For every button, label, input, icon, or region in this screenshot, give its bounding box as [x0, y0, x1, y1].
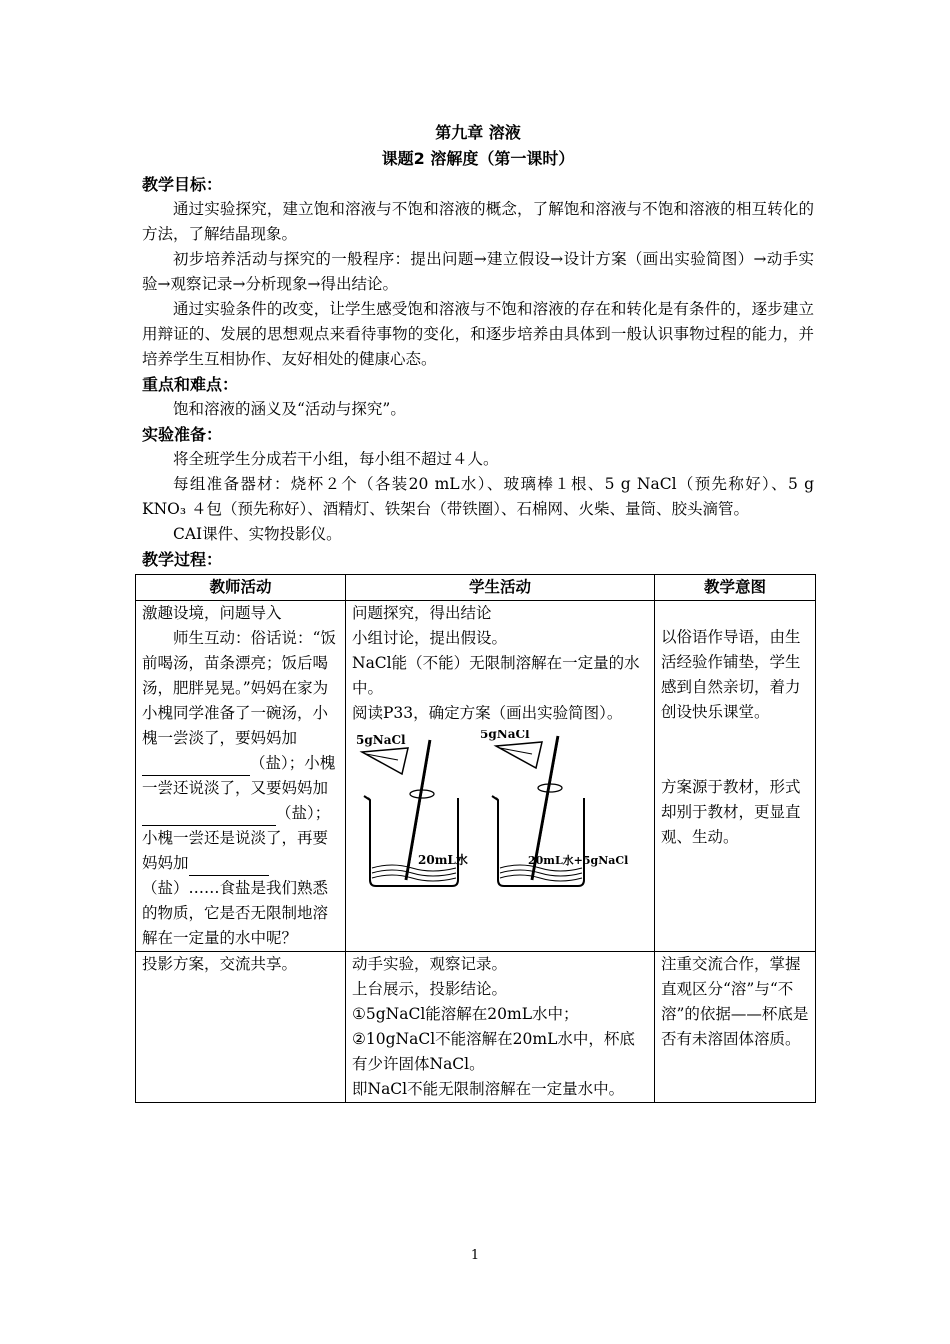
- teacher-text: （盐）；小槐一尝还是说淡了，再要妈妈加: [142, 804, 331, 872]
- spacer: [661, 725, 809, 775]
- teaching-process-table: [135, 574, 816, 1103]
- water-surface-line: [372, 875, 456, 881]
- student-text: 即NaCl不能无限制溶解在一定量水中。: [352, 1080, 625, 1098]
- key-heading: 重点和难点：: [142, 375, 239, 394]
- student-text: 问题探究，得出结论: [352, 604, 492, 622]
- beaker-experiment-diagram: [352, 730, 648, 900]
- teacher-text: 投影方案，交流共享。: [142, 955, 298, 973]
- fill-blank: [212, 807, 276, 826]
- right-bottom-label: 20mL水+5gNaCl: [528, 854, 629, 867]
- intent-text: 以俗语作导语，由生活经验作铺垫，学生感到自然亲切，着力创设快乐课堂。: [661, 628, 801, 721]
- fill-blank: [142, 757, 250, 776]
- paper-funnel-icon: [496, 742, 542, 768]
- intent-cell: [655, 952, 816, 1103]
- right-top-label: 5gNaCl: [480, 730, 530, 741]
- teacher-text: （盐）……食盐是我们熟悉的物质，它是否无限制地溶解在一定量的水中呢？: [142, 879, 329, 947]
- student-text: 动手实验，观察记录。: [352, 955, 508, 973]
- key-paragraph: 饱和溶液的涵义及“活动与探究”。: [173, 400, 406, 418]
- left-bottom-label: 20mL水: [418, 853, 468, 867]
- process-heading: 教学过程：: [142, 550, 223, 569]
- header-student: 学生活动: [346, 575, 655, 601]
- student-cell: [346, 601, 655, 952]
- prep-paragraph: 每组准备器材：烧杯２个（各装20 mL水）、玻璃棒１根、5 g NaCl（预先称好）、5 g KNO₃ ４包（预先称好）、酒精灯、铁架台（带铁圈）、石棉网、火柴、量筒、胶头滴管。: [142, 475, 814, 518]
- intent-text: 方案源于教材，形式却别于教材，更显直观、生动。: [661, 778, 801, 846]
- student-text: 小组讨论，提出假设。: [352, 629, 508, 647]
- prep-paragraph: CAI课件、实物投影仪。: [173, 525, 342, 543]
- intent-text: 注重交流合作，掌握直观区分“溶”与“不溶”的依据——杯底是否有未溶固体溶质。: [661, 955, 809, 1048]
- right-beaker-setup: [480, 730, 628, 886]
- goals-heading: 教学目标：: [142, 175, 223, 194]
- teacher-text: （盐）；小槐一尝还说淡了，又要妈妈加: [142, 754, 336, 797]
- fill-blank: [189, 857, 269, 876]
- page-number: 1: [470, 1248, 480, 1263]
- table-row: [136, 952, 816, 1103]
- lesson-title: 课题2 溶解度（第一课时）: [381, 149, 575, 168]
- header-teacher: 教师活动: [136, 575, 346, 601]
- goal-paragraph: 通过实验探究，建立饱和溶液与不饱和溶液的概念，了解饱和溶液与不饱和溶液的相互转化的方法，了解结晶现象。: [142, 200, 814, 243]
- intent-cell: [655, 601, 816, 952]
- student-text: ②10gNaCl不能溶解在20mL水中，杯底有少许固体NaCl。: [352, 1030, 635, 1073]
- fill-blank: [142, 807, 212, 826]
- paper-funnel-icon: [362, 748, 408, 774]
- teacher-cell: [136, 601, 346, 952]
- teacher-text: 激趣设境，问题导入: [142, 604, 282, 622]
- student-text: NaCl能（不能）无限制溶解在一定量的水中。: [352, 654, 640, 697]
- left-beaker-setup: [356, 733, 468, 886]
- header-intent: 教学意图: [655, 575, 816, 601]
- table-row: [136, 601, 816, 952]
- teacher-text: 师生互动：俗话说：“饭前喝汤，苗条漂亮；饭后喝汤，肥胖晃晃。”妈妈在家为小槐同学准备了一碗汤，小槐一尝淡了，要妈妈加: [142, 629, 336, 747]
- prep-paragraph: 将全班学生分成若干小组，每小组不超过４人。: [173, 450, 499, 468]
- document-page: [142, 120, 814, 1103]
- student-text: ①5gNaCl能溶解在20mL水中；: [352, 1005, 579, 1023]
- left-top-label: 5gNaCl: [356, 733, 406, 747]
- goal-paragraph: 通过实验条件的改变，让学生感受饱和溶液与不饱和溶液的存在和转化是有条件的，逐步建立用辩证的、发展的思想观点来看待事物的变化，和逐步培养由具体到一般认识事物过程的能力，并培养学生互相协作、友好相处的健康心态。: [142, 300, 814, 368]
- goal-paragraph: 初步培养活动与探究的一般程序：提出问题→建立假设→设计方案（画出实验简图）→动手实验→观察记录→分析现象→得出结论。: [142, 250, 814, 293]
- table-header-row: [136, 575, 816, 601]
- chapter-title: 第九章 溶液: [435, 123, 521, 142]
- teacher-cell: [136, 952, 346, 1103]
- student-text: 阅读P33，确定方案（画出实验简图）。: [352, 704, 623, 722]
- prep-heading: 实验准备：: [142, 425, 223, 444]
- student-text: 上台展示，投影结论。: [352, 980, 508, 998]
- teacher-story: [142, 626, 339, 951]
- student-cell: [346, 952, 655, 1103]
